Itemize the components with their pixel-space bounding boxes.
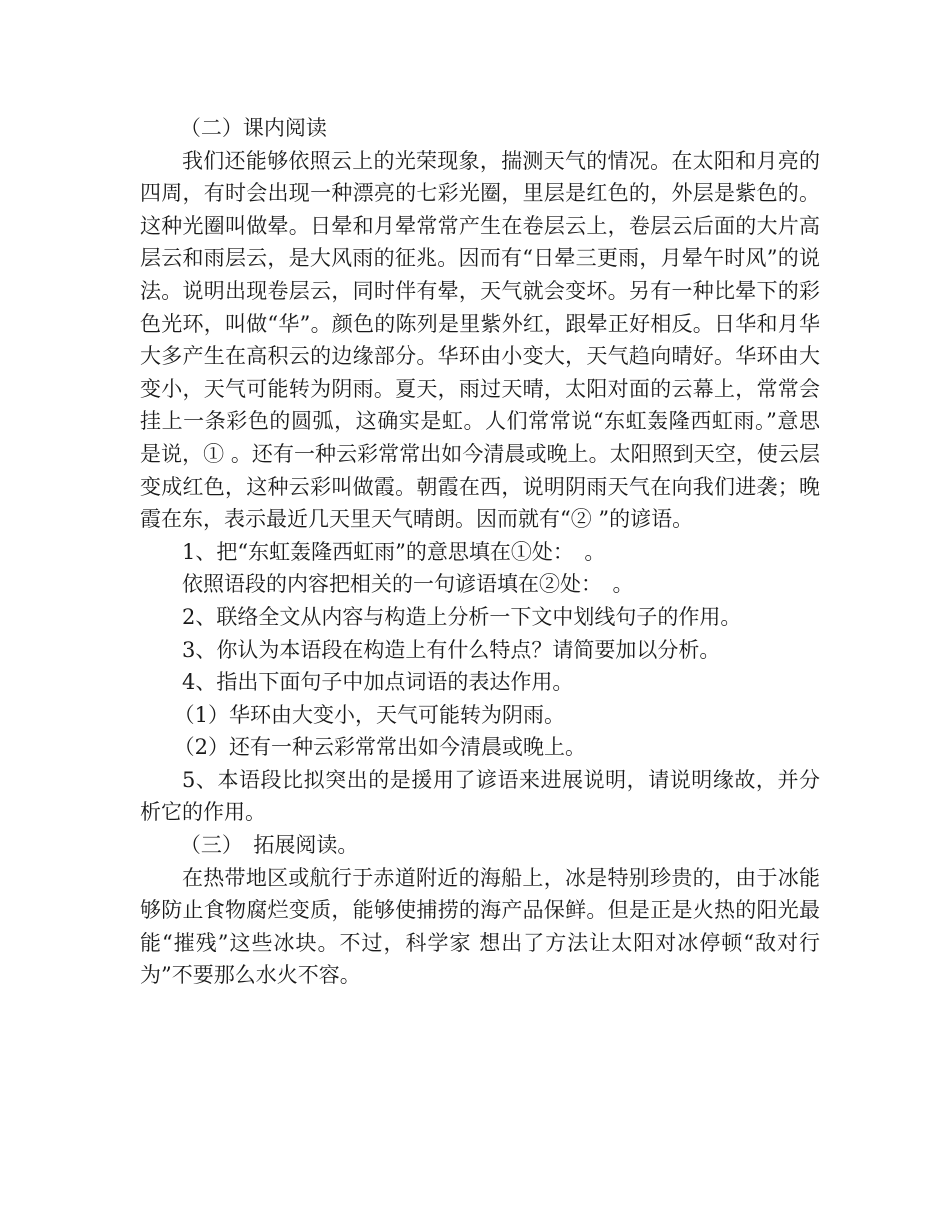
question-5: 5、本语段比拟突出的是援用了谚语来进展说明，请说明缘故，并分析它的作用。 [140, 767, 820, 825]
section-3-passage: 在热带地区或航行于赤道附近的海船上，冰是特别珍贵的，由于冰能够防止食物腐烂变质，能够使捕捞的海产品保鲜。但是正是火热的阳光最能“摧残”这些冰块。不过，科学家 想出了方法让太阳对冰停顿“敌对行为”不要那么水火不容。 [140, 865, 820, 988]
question-4-sentence-1: （1）华环由大变小，天气可能转为阴雨。 [173, 702, 565, 727]
section-3-heading: （三） 拓展阅读。 [179, 833, 359, 858]
question-4: 4、指出下面句子中加点词语的表达作用。 [182, 670, 574, 695]
question-1-part-2: 依照语段的内容把相关的一句谚语填在②处： 。 [182, 572, 634, 597]
section-2-passage: 我们还能够依照云上的光荣现象，揣测天气的情况。在太阳和月亮的四周，有时会出现一种漂亮的七彩光圈，里层是红色的，外层是紫色的。这种光圈叫做晕。日晕和月晕常常产生在卷层云上，卷层云后面的大片高层云和雨层云，是大风雨的征兆。因而有“日晕三更雨，月晕午时风”的说法。说明出现卷层云，同时伴有晕，天气就会变坏。另有一种比晕下的彩色光环，叫做“华”。颜色的陈列是里紫外红，跟晕正好相反。日华和月华大多产生在高积云的边缘部分。华环由小变大，天气趋向晴好。华环由大变小，天气可能转为阴雨。夏天，雨过天晴，太阳对面的云幕上，常常会挂上一条彩色的圆弧，这确实是虹。人们常常说“东虹轰隆西虹雨。”意思是说，① 。还有一种云彩常常出如今清晨或晚上。太阳照到天空，使云层变成红色，这种云彩叫做霞。朝霞在西，说明阴雨天气在向我们进袭；晚霞在东，表示最近几天里天气晴朗。因而就有“② ”的谚语。 [140, 148, 820, 532]
section-2-heading: （二）课内阅读 [179, 116, 327, 140]
document-body [140, 112, 820, 992]
question-1: 1、把“东虹轰隆西虹雨”的意思填在①处： 。 [182, 539, 606, 564]
question-3: 3、你认为本语段在构造上有什么特点？请简要加以分析。 [182, 637, 721, 662]
question-4-sentence-2: （2）还有一种云彩常常出如今清晨或晚上。 [173, 735, 586, 760]
question-2: 2、联络全文从内容与构造上分析一下文中划线句子的作用。 [182, 604, 742, 629]
